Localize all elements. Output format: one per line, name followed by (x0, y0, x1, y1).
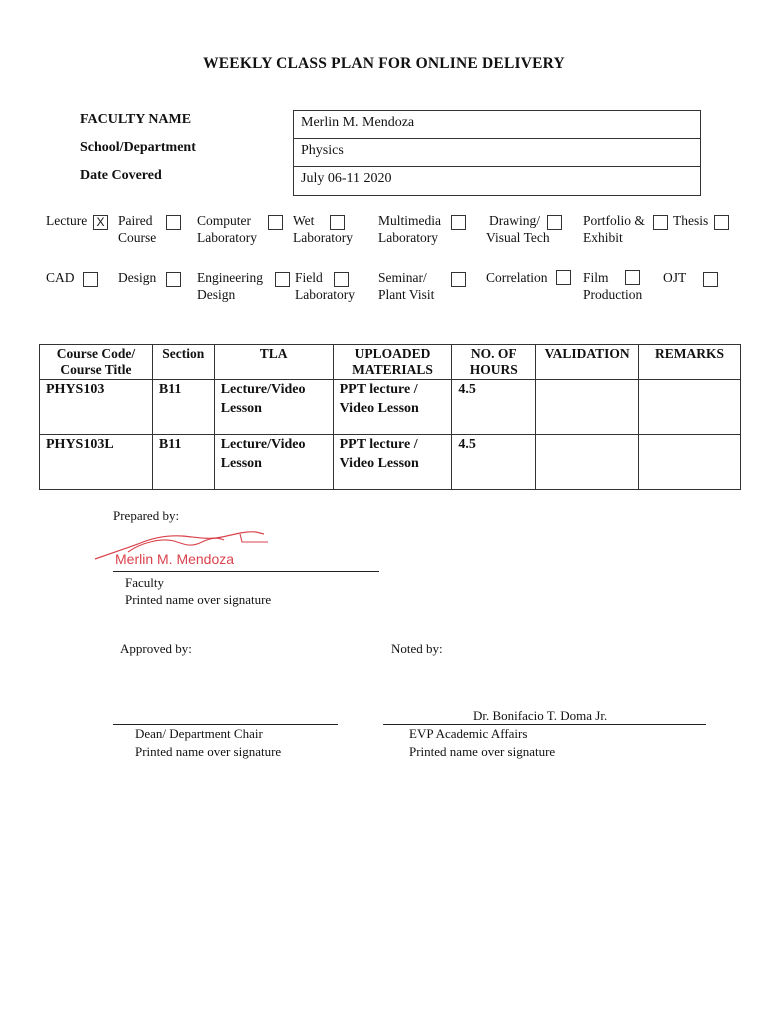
cell-validation[interactable] (536, 435, 639, 490)
school-department-label: School/Department (80, 140, 196, 155)
field-laboratory-checkbox[interactable] (334, 272, 349, 287)
col-header-materials: UPLOADED MATERIALS (333, 345, 452, 380)
approved-role: Dean/ Department Chair (135, 726, 263, 741)
faculty-name-label: FACULTY NAME (80, 112, 192, 127)
cad-checkbox[interactable] (83, 272, 98, 287)
prepared-signature-line (113, 571, 379, 572)
approved-signature-line (113, 724, 338, 725)
option-lecture: Lecture (46, 213, 88, 228)
faculty-name-field[interactable]: Merlin M. Mendoza (294, 111, 700, 139)
option-multimedia-laboratory: Multimedia Laboratory (378, 213, 441, 245)
design-checkbox[interactable] (166, 272, 181, 287)
approved-by-label: Approved by: (120, 641, 192, 656)
col-header-hours: NO. OF HOURS (452, 345, 536, 380)
noted-name: Dr. Bonifacio T. Doma Jr. (473, 708, 608, 723)
col-header-tla: TLA (214, 345, 333, 380)
info-box (293, 110, 701, 196)
thesis-checkbox[interactable] (714, 215, 729, 230)
portfolio-exhibit-checkbox[interactable] (653, 215, 668, 230)
option-drawing-visual-tech: Drawing/ Visual Tech (486, 213, 550, 245)
option-film-production: Film Production (583, 270, 643, 302)
multimedia-laboratory-checkbox[interactable] (451, 215, 466, 230)
option-correlation: Correlation (486, 270, 548, 285)
prepared-caption: Printed name over signature (125, 592, 272, 607)
cell-section[interactable]: B11 (152, 380, 214, 435)
document-title: WEEKLY CLASS PLAN FOR ONLINE DELIVERY (203, 55, 565, 72)
option-ojt: OJT (663, 270, 687, 285)
prepared-by-label: Prepared by: (113, 508, 180, 523)
date-covered-field[interactable]: July 06-11 2020 (301, 171, 392, 186)
option-design: Design (118, 270, 157, 285)
table-header-row (40, 345, 741, 380)
cell-hours[interactable]: 4.5 (452, 380, 536, 435)
class-plan-table (39, 344, 741, 490)
option-paired-course: Paired Course (118, 213, 157, 245)
approved-caption: Printed name over signature (135, 744, 282, 759)
cell-course-code[interactable]: PHYS103L (40, 435, 153, 490)
prepared-role: Faculty (125, 575, 164, 590)
col-header-section: Section (152, 345, 214, 380)
cell-materials[interactable]: PPT lecture / Video Lesson (333, 380, 452, 435)
school-department-field[interactable]: Physics (294, 139, 700, 167)
option-engineering-design: Engineering Design (197, 270, 263, 302)
cell-validation[interactable] (536, 380, 639, 435)
cell-hours[interactable]: 4.5 (452, 435, 536, 490)
film-production-checkbox[interactable] (625, 270, 640, 285)
lecture-checkbox[interactable]: X (93, 215, 108, 230)
cell-tla[interactable]: Lecture/Video Lesson (214, 435, 333, 490)
paired-course-checkbox[interactable] (166, 215, 181, 230)
date-covered-label: Date Covered (80, 168, 162, 183)
cell-materials[interactable]: PPT lecture / Video Lesson (333, 435, 452, 490)
col-header-remarks: REMARKS (639, 345, 741, 380)
option-computer-laboratory: Computer Laboratory (197, 213, 257, 245)
option-thesis: Thesis (673, 213, 709, 228)
table-row (40, 435, 741, 490)
cell-course-code[interactable]: PHYS103 (40, 380, 153, 435)
cell-tla[interactable]: Lecture/Video Lesson (214, 380, 333, 435)
noted-role: EVP Academic Affairs (409, 726, 528, 741)
option-cad: CAD (46, 270, 75, 285)
col-header-course: Course Code/ Course Title (40, 345, 153, 380)
noted-signature-line (383, 724, 706, 725)
option-seminar-plant-visit: Seminar/ Plant Visit (378, 270, 435, 302)
noted-caption: Printed name over signature (409, 744, 556, 759)
computer-laboratory-checkbox[interactable] (268, 215, 283, 230)
option-field-laboratory: Field Laboratory (295, 270, 355, 302)
drawing-visual-tech-checkbox[interactable] (547, 215, 562, 230)
cell-remarks[interactable] (639, 380, 741, 435)
col-header-validation: VALIDATION (536, 345, 639, 380)
table-row (40, 380, 741, 435)
cell-section[interactable]: B11 (152, 435, 214, 490)
ojt-checkbox[interactable] (703, 272, 718, 287)
correlation-checkbox[interactable] (556, 270, 571, 285)
option-wet-laboratory: Wet Laboratory (293, 213, 353, 245)
cell-remarks[interactable] (639, 435, 741, 490)
engineering-design-checkbox[interactable] (275, 272, 290, 287)
signature-printed-name: Merlin M. Mendoza (115, 551, 235, 567)
seminar-plant-visit-checkbox[interactable] (451, 272, 466, 287)
wet-laboratory-checkbox[interactable] (330, 215, 345, 230)
option-portfolio-exhibit: Portfolio & Exhibit (583, 213, 645, 245)
noted-by-label: Noted by: (391, 641, 443, 656)
